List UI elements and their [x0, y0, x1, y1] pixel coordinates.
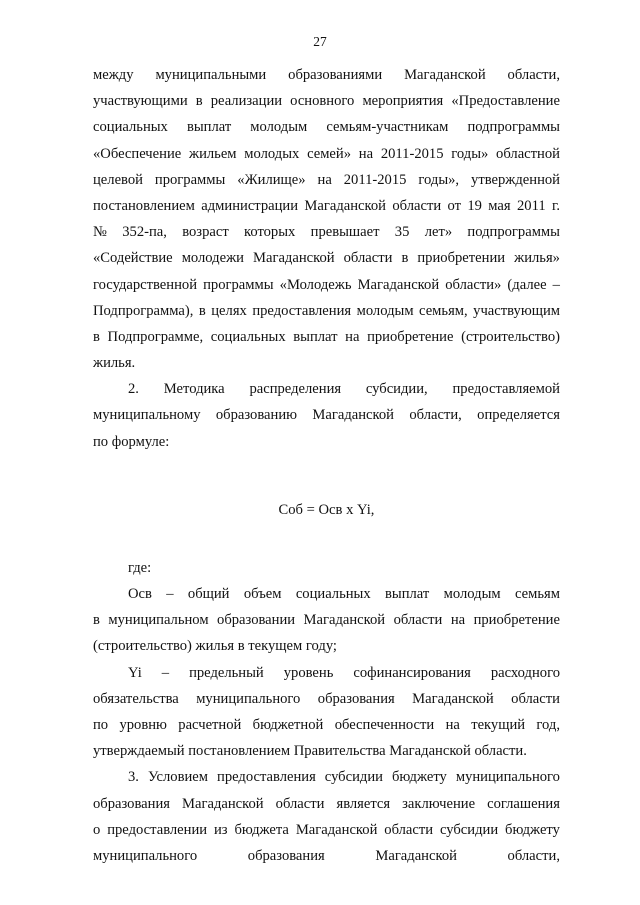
text-line [93, 712, 560, 738]
text-line [93, 607, 560, 633]
word: Магаданской [404, 67, 486, 83]
word: Магаданской [253, 250, 335, 267]
word: предельный [189, 664, 264, 681]
word: бюджетной [252, 716, 324, 733]
word: выплат [186, 119, 232, 136]
word: области [343, 250, 393, 267]
word: обеспеченности [334, 716, 435, 733]
word: Подпрограмме, [107, 328, 204, 345]
word: субсидии, [365, 381, 428, 398]
word: муниципального [196, 690, 301, 707]
word: подпрограммы [467, 119, 560, 136]
word: Магаданской [295, 821, 378, 838]
word: постановлением [93, 197, 195, 214]
text-line [93, 245, 560, 271]
word: в [93, 328, 100, 345]
text-line [93, 298, 560, 324]
word: г. [552, 197, 560, 214]
word: «Обеспечение [93, 145, 182, 162]
word: администрации [201, 197, 299, 214]
page-number: 27 [313, 34, 327, 49]
text-line [93, 817, 560, 843]
word: семьям-участникам [326, 119, 449, 136]
word: превышает [310, 224, 380, 241]
paragraph-3 [93, 764, 560, 869]
word: семьям [514, 586, 560, 602]
word: государственной [93, 276, 198, 293]
word: образования [93, 795, 170, 812]
word: «Содействие [93, 250, 173, 267]
word: годы», [418, 171, 460, 188]
word: (далее [507, 276, 547, 293]
word: субсидии [439, 821, 499, 838]
word: в [401, 250, 409, 267]
text-line [93, 114, 560, 140]
text-line [93, 167, 560, 193]
word: 2011-2015 [343, 171, 407, 188]
word: целевой [93, 171, 143, 188]
word: № [93, 224, 107, 241]
word: Подпрограмма), [93, 302, 194, 319]
word: расчетной [178, 716, 242, 733]
word: образованию [215, 407, 298, 424]
word: социальных [210, 328, 286, 345]
word: – [166, 586, 174, 602]
word: (строительство) [461, 328, 560, 345]
word: молодежи [181, 250, 244, 267]
word: лет» [424, 224, 453, 241]
word: бюджету [391, 769, 447, 786]
word: Магаданской [304, 197, 386, 214]
word: приобретении [417, 250, 506, 267]
where-label: где: [128, 559, 152, 576]
word: 3. [128, 769, 139, 786]
word: области [275, 795, 325, 812]
word: молодым [443, 586, 501, 602]
word: обязательства [93, 690, 179, 707]
text-line: (строительство) жилья в текущем году; [93, 638, 337, 655]
word: на [445, 716, 460, 733]
word: софинансирования [353, 664, 471, 681]
word: предоставляемой [452, 381, 560, 398]
text-line [93, 62, 560, 88]
text-line [93, 88, 560, 114]
word: областной [496, 145, 560, 162]
word: из [214, 821, 228, 838]
word: участвующими [93, 93, 188, 110]
word: программы [154, 171, 226, 188]
word: образованиями [288, 67, 383, 83]
word: распределения [249, 381, 342, 398]
text-line [93, 843, 560, 869]
word: соглашения [487, 795, 560, 812]
text-line [93, 581, 560, 607]
word: муниципальными [155, 67, 267, 83]
word: области [392, 197, 442, 214]
word: 2011 [516, 197, 546, 214]
word: Магаданской [182, 795, 264, 812]
word: 19 [467, 197, 482, 214]
word: общий [187, 586, 230, 602]
word: возраст [182, 224, 229, 241]
text-line [93, 219, 560, 245]
word: области, [507, 67, 560, 83]
word: выплат [293, 328, 338, 345]
text-line [93, 686, 560, 712]
word: Магаданской [312, 407, 394, 424]
word: жильем [188, 145, 237, 162]
text-line: жилья. [93, 355, 136, 372]
word: области» [445, 276, 502, 293]
word: субсидии [324, 769, 383, 786]
word: – [161, 664, 170, 681]
word: в [93, 612, 100, 629]
word: годы» [451, 145, 489, 162]
word: Методика [163, 381, 225, 398]
definition-osv [93, 581, 560, 660]
word: семей» [307, 145, 352, 162]
word: 2011-2015 [380, 145, 444, 162]
word: «Молодежь [279, 276, 352, 293]
word: определяется [477, 407, 560, 424]
word: является [336, 795, 391, 812]
word: молодым [356, 302, 414, 319]
word: образования [247, 847, 325, 864]
document-body [93, 62, 560, 869]
word: жилья» [514, 250, 560, 267]
word: 35 [394, 224, 410, 241]
word: муниципального [93, 847, 198, 864]
word: Условием [147, 769, 209, 786]
word: приобретение [367, 328, 454, 345]
word: муниципального [455, 769, 560, 786]
word: социальных [295, 586, 371, 602]
text-line: утверждаемый постановлением Правительства Магаданской области. [93, 743, 527, 760]
word: заключение [402, 795, 476, 812]
text-line [93, 791, 560, 817]
word: 2. [128, 381, 139, 398]
word: на [358, 145, 374, 162]
word: предоставления [217, 769, 316, 786]
word: молодым [250, 119, 308, 136]
definition-yi [93, 660, 560, 765]
formula: Соб = Осв х Yi, [278, 501, 375, 518]
word: муниципальном [108, 612, 209, 629]
word: от [447, 197, 461, 214]
word: молодых [244, 145, 300, 162]
word: – [552, 276, 560, 293]
text-line [93, 764, 560, 790]
text-line [93, 272, 560, 298]
word: бюджета [234, 821, 289, 838]
word: текущий [471, 716, 526, 733]
text-line [93, 141, 560, 167]
word: образования [317, 690, 395, 707]
word: расходного [490, 664, 560, 681]
word: муниципальному [93, 407, 201, 424]
paragraph-1 [93, 62, 560, 376]
word: на [450, 612, 466, 629]
word: семьям, [419, 302, 468, 319]
text-line: по формуле: [93, 433, 170, 450]
word: приобретение [473, 612, 560, 629]
word: области [384, 821, 434, 838]
word: целях [211, 302, 247, 319]
word: «Жилище» [237, 171, 306, 188]
word: уровню [119, 716, 167, 733]
word: в [198, 302, 206, 319]
text-line [93, 660, 560, 686]
word: Магаданской [357, 276, 440, 293]
word: «Предоставление [451, 93, 560, 110]
word: в [195, 93, 203, 110]
word: подпрограммы [467, 224, 560, 241]
word: реализации [210, 93, 283, 110]
text-line [93, 402, 560, 428]
word: объем [243, 586, 282, 602]
word: предоставлении [107, 821, 208, 838]
word: выплат [385, 586, 430, 602]
word: которых [244, 224, 296, 241]
word: Магаданской [412, 690, 494, 707]
word: между [93, 67, 134, 83]
word: области, [507, 847, 560, 864]
word: мероприятия [362, 93, 444, 110]
word: 352-па, [122, 224, 167, 241]
word: предоставления [252, 302, 352, 319]
word: Yi [128, 664, 142, 681]
word: программы [203, 276, 274, 293]
word: год, [536, 716, 560, 733]
word: участвующим [473, 302, 560, 319]
word: образовании [217, 612, 296, 629]
word: Магаданской [375, 847, 457, 864]
word: о [93, 821, 101, 838]
word: по [93, 716, 109, 733]
word: Магаданской [303, 612, 386, 629]
word: уровень [283, 664, 334, 681]
word: на [345, 328, 360, 345]
text-line [93, 376, 560, 402]
word: области [511, 690, 560, 707]
word: Осв [128, 586, 152, 602]
text-line [93, 324, 560, 350]
word: основного [290, 93, 355, 110]
word: утвержденной [471, 171, 560, 188]
text-line [93, 193, 560, 219]
word: на [317, 171, 332, 188]
word: социальных [93, 119, 168, 136]
word: области, [409, 407, 462, 424]
word: области [393, 612, 443, 629]
word: бюджету [505, 821, 560, 838]
paragraph-2 [93, 376, 560, 455]
word: мая [488, 197, 511, 214]
